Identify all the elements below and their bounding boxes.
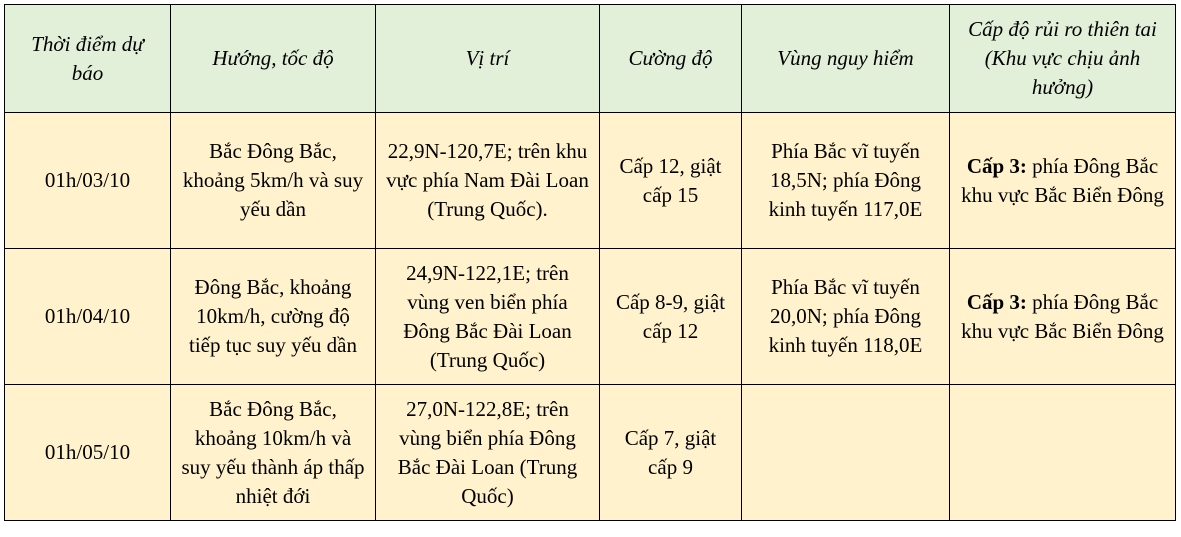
- cell-position: 22,9N-120,7E; trên khu vực phía Nam Đài Loan (Trung Quốc).: [376, 113, 600, 249]
- table-row: [5, 113, 1176, 249]
- cell-risk-level: [950, 113, 1176, 249]
- risk-area-text: phía Đông Bắc khu vực Bắc Biển Đông: [961, 289, 1164, 343]
- cell-direction: Bắc Đông Bắc, khoảng 10km/h và suy yếu thành áp thấp nhiệt đới: [171, 385, 376, 521]
- cell-intensity: Cấp 7, giật cấp 9: [600, 385, 742, 521]
- risk-area-text: phía Đông Bắc khu vực Bắc Biển Đông: [961, 153, 1164, 207]
- cell-risk-level: [950, 385, 1176, 521]
- header-intensity: Cường độ: [600, 5, 742, 113]
- table-row: [5, 249, 1176, 385]
- cell-intensity: Cấp 8-9, giật cấp 12: [600, 249, 742, 385]
- cell-time: 01h/05/10: [5, 385, 171, 521]
- header-row: [5, 5, 1176, 113]
- cell-time: 01h/04/10: [5, 249, 171, 385]
- header-position: Vị trí: [376, 5, 600, 113]
- risk-level-label: Cấp 3:: [966, 153, 1027, 178]
- header-danger-zone: Vùng nguy hiểm: [742, 5, 950, 113]
- header-direction: Hướng, tốc độ: [171, 5, 376, 113]
- cell-danger-zone: Phía Bắc vĩ tuyến 20,0N; phía Đông kinh tuyến 118,0E: [742, 249, 950, 385]
- cell-risk-level: [950, 249, 1176, 385]
- header-time: Thời điểm dự báo: [5, 5, 171, 113]
- cell-direction: Đông Bắc, khoảng 10km/h, cường độ tiếp tục suy yếu dần: [171, 249, 376, 385]
- cell-direction: Bắc Đông Bắc, khoảng 5km/h và suy yếu dần: [171, 113, 376, 249]
- forecast-table: [4, 4, 1176, 521]
- risk-level-label: Cấp 3:: [966, 289, 1027, 314]
- cell-position: 24,9N-122,1E; trên vùng ven biển phía Đông Bắc Đài Loan (Trung Quốc): [376, 249, 600, 385]
- header-risk-level: Cấp độ rủi ro thiên tai (Khu vực chịu ảnh hưởng): [950, 5, 1176, 113]
- table-row: [5, 385, 1176, 521]
- cell-position: 27,0N-122,8E; trên vùng biển phía Đông Bắc Đài Loan (Trung Quốc): [376, 385, 600, 521]
- cell-intensity: Cấp 12, giật cấp 15: [600, 113, 742, 249]
- cell-time: 01h/03/10: [5, 113, 171, 249]
- cell-danger-zone: Phía Bắc vĩ tuyến 18,5N; phía Đông kinh tuyến 117,0E: [742, 113, 950, 249]
- cell-danger-zone: [742, 385, 950, 521]
